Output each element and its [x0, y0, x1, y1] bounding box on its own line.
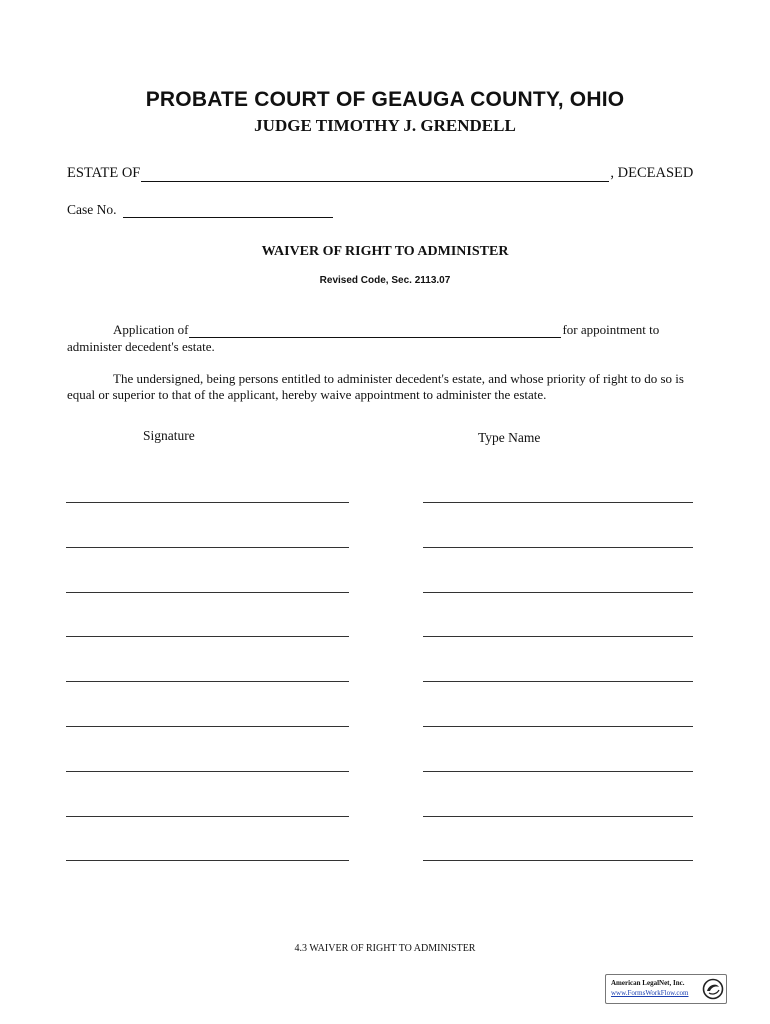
- type-name-line[interactable]: [423, 636, 693, 637]
- type-name-column-header: Type Name: [478, 430, 541, 445]
- signature-line[interactable]: [66, 592, 349, 593]
- estate-of-field: [67, 165, 707, 182]
- signature-line[interactable]: [66, 547, 349, 548]
- type-name-line[interactable]: [423, 502, 693, 503]
- case-number-input[interactable]: [123, 203, 333, 218]
- signature-line[interactable]: [66, 860, 349, 861]
- case-number-field: [67, 202, 333, 218]
- publisher-badge[interactable]: [605, 974, 727, 1004]
- type-name-line[interactable]: [423, 860, 693, 861]
- judge-name: JUDGE TIMOTHY J. GRENDELL: [254, 116, 516, 135]
- estate-name-input[interactable]: [141, 166, 609, 182]
- signature-line[interactable]: [66, 816, 349, 817]
- estate-of-label: ESTATE OF: [67, 165, 141, 181]
- application-of-label: Application of: [113, 322, 189, 337]
- type-name-line[interactable]: [423, 592, 693, 593]
- signature-line[interactable]: [66, 681, 349, 682]
- statute-reference: Revised Code, Sec. 2113.07: [319, 275, 451, 286]
- signature-line[interactable]: [66, 502, 349, 503]
- waiver-paragraph: The undersigned, being persons entitled to administer decedent's estate, and whose priority of right to do so is equal or superior to that of the applicant, hereby waive appointment to administer the estate.: [67, 371, 684, 402]
- signature-column-header: Signature: [143, 428, 195, 443]
- type-name-line[interactable]: [423, 816, 693, 817]
- court-title: PROBATE COURT OF GEAUGA COUNTY, OHIO: [145, 88, 625, 111]
- footer-form-label: 4.3 WAIVER OF RIGHT TO ADMINISTER: [294, 943, 476, 954]
- publisher-name: American LegalNet, Inc.: [611, 979, 685, 987]
- type-name-line[interactable]: [423, 771, 693, 772]
- type-name-line[interactable]: [423, 681, 693, 682]
- signature-line[interactable]: [66, 726, 349, 727]
- signature-line[interactable]: [66, 636, 349, 637]
- applicant-name-input[interactable]: [189, 324, 561, 338]
- appointment-label: for appointment to: [562, 322, 660, 337]
- type-name-line[interactable]: [423, 547, 693, 548]
- deceased-label: , DECEASED: [610, 165, 694, 181]
- signature-line[interactable]: [66, 771, 349, 772]
- application-section: [67, 321, 697, 355]
- publisher-url-link[interactable]: www.FormsWorkFlow.com: [611, 989, 689, 997]
- form-title: WAIVER OF RIGHT TO ADMINISTER: [261, 244, 509, 259]
- case-number-label: Case No.: [67, 202, 117, 217]
- globe-swirl-icon: [702, 978, 724, 1000]
- type-name-line[interactable]: [423, 726, 693, 727]
- application-line2: administer decedent's estate.: [67, 339, 215, 354]
